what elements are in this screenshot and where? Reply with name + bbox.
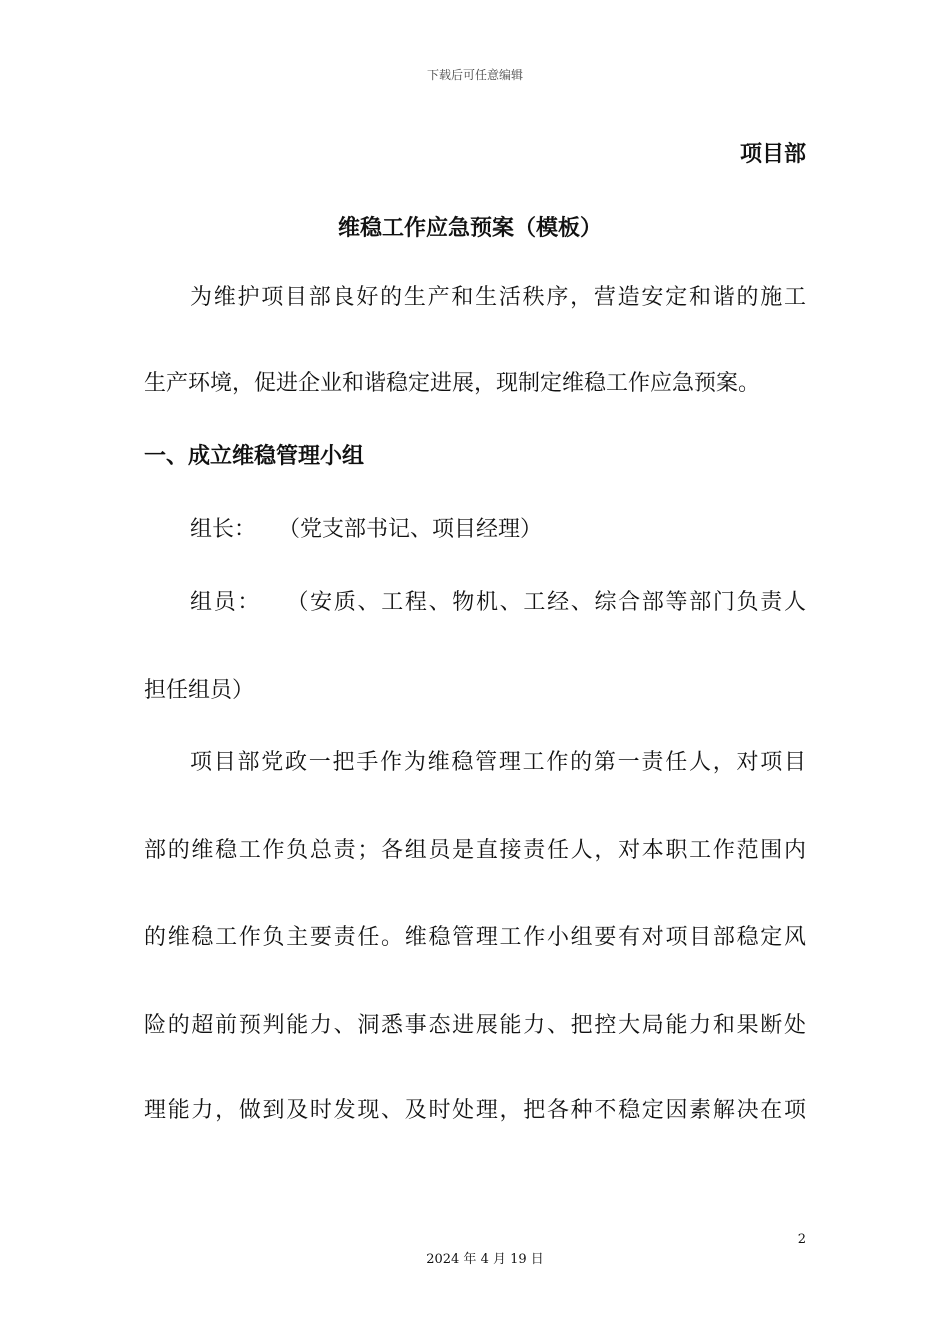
body-line: 险的超前预判能力、洞悉事态进展能力、把控大局能力和果断处 <box>144 1013 806 1038</box>
page-number: 2 <box>797 1232 806 1247</box>
header-note: 下载后可任意编辑 <box>426 68 523 82</box>
section-heading: 一、成立维稳管理小组 <box>144 444 365 469</box>
body-line: 生产环境，促进企业和谐稳定进展，现制定维稳工作应急预案。 <box>144 371 761 396</box>
department-label: 项目部 <box>739 142 806 167</box>
footer-date: 2024 年 4 月 19 日 <box>426 1252 544 1267</box>
body-line: 项目部党政一把手作为维稳管理工作的第一责任人，对项目 <box>190 750 806 775</box>
body-line: 担任组员） <box>144 678 255 703</box>
body-line: 的维稳工作负主要责任。维稳管理工作小组要有对项目部稳定风 <box>144 925 806 950</box>
body-line: 组长： （党支部书记、项目经理） <box>190 517 543 542</box>
body-line: 部的维稳工作负总责；各组员是直接责任人，对本职工作范围内 <box>144 838 806 863</box>
body-line: 组员： （安质、工程、物机、工经、综合部等部门负责人 <box>190 590 806 615</box>
body-line: 理能力，做到及时发现、及时处理，把各种不稳定因素解决在项 <box>144 1098 806 1123</box>
document-title: 维稳工作应急预案（模板） <box>337 216 602 241</box>
body-line: 为维护项目部良好的生产和生活秩序，营造安定和谐的施工 <box>190 285 806 310</box>
